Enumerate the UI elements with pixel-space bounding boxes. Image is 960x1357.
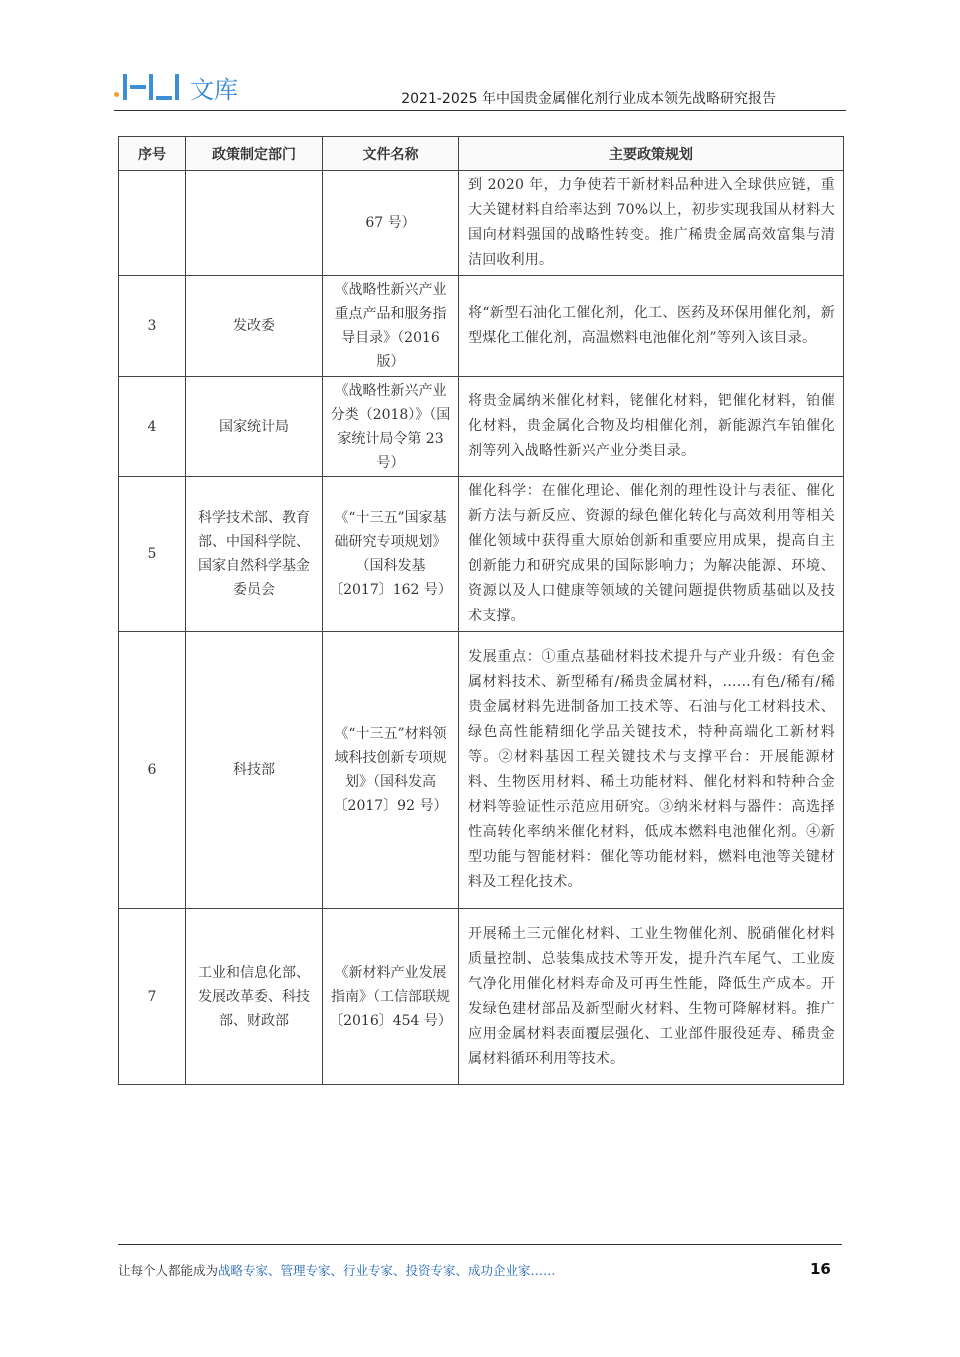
- row-index: [119, 171, 186, 276]
- footer-slogan: [118, 1261, 556, 1279]
- row-department: 科学技术部、教育部、中国科学院、国家自然科学基金委员会: [186, 477, 323, 632]
- table-row: [119, 477, 844, 632]
- row-policy: 开展稀土三元催化材料、工业生物催化剂、脱硝催化材料质量控制、总装集成技术等开发，提升汽车尾气、工业废气净化用催化材料寿命及可再生性能，降低生产成本。开发绿色建材部品及新型耐火材料、生物可降解材料。推广应用金属材料表面覆层强化、工业部件服役延寿、稀贵金属材料循环利用等技术。: [459, 909, 844, 1085]
- header-department: 政策制定部门: [186, 137, 323, 171]
- row-index: 6: [119, 632, 186, 909]
- row-index: 4: [119, 377, 186, 477]
- row-department: 发改委: [186, 276, 323, 377]
- row-department: [186, 171, 323, 276]
- row-department: 工业和信息化部、发展改革委、科技部、财政部: [186, 909, 323, 1085]
- row-policy: 将贵金属纳米催化材料，铑催化材料，钯催化材料，铂催化材料，贵金属化合物及均相催化剂，新能源汽车铂催化剂等列入战略性新兴产业分类目录。: [459, 377, 844, 477]
- row-index: 7: [119, 909, 186, 1085]
- row-document: 《“十三五”材料领域科技创新专项规划》（国科发高〔2017〕92 号）: [323, 632, 459, 909]
- table-row: [119, 276, 844, 377]
- table-row: [119, 377, 844, 477]
- header-document: 文件名称: [323, 137, 459, 171]
- footer-divider: [118, 1244, 842, 1245]
- row-document: 《战略性新兴产业重点产品和服务指导目录》（2016 版）: [323, 276, 459, 377]
- row-document: 《“十三五”国家基础研究专项规划》（国科发基〔2017〕162 号）: [323, 477, 459, 632]
- footer-slogan-highlight: 战略专家、管理专家、行业专家、投资专家、成功企业家……: [218, 1263, 556, 1278]
- page-header: [114, 62, 846, 112]
- row-department: 科技部: [186, 632, 323, 909]
- row-document: 《战略性新兴产业分类（2018）》（国家统计局令第 23 号）: [323, 377, 459, 477]
- row-policy: 将“新型石油化工催化剂，化工、医药及环保用催化剂，新型煤化工催化剂，高温燃料电池催化剂”等列入该目录。: [459, 276, 844, 377]
- report-title: 2021-2025 年中国贵金属催化剂行业成本领先战略研究报告: [401, 91, 776, 107]
- page-number: 16: [810, 1260, 831, 1278]
- policy-table: [118, 136, 844, 1085]
- row-index: 3: [119, 276, 186, 377]
- logo-bars-icon: [123, 74, 182, 100]
- row-document: 《新材料产业发展指南》（工信部联规〔2016〕454 号）: [323, 909, 459, 1085]
- row-policy: 催化科学：在催化理论、催化剂的理性设计与表征、催化新方法与新反应、资源的绿色催化转化与高效利用等相关催化领域中获得重大原始创新和重要应用成果，提高自主创新能力和研究成果的国际影响力；为解决能源、环境、资源以及人口健康等领域的关键问题提供物质基础以及技术支撑。: [459, 477, 844, 632]
- row-policy: 发展重点：①重点基础材料技术提升与产业升级：有色金属材料技术、新型稀有/稀贵金属材料，……有色/稀有/稀贵金属材料先进制备加工技术等、石油与化工材料技术、绿色高性能精细化学品关键技术，特种高端化工新材料等。②材料基因工程关键技术与支撑平台：开展能源材料、生物医用材料、稀土功能材料、催化材料和特种合金材料等验证性示范应用研究。③纳米材料与器件：高选择性高转化率纳米催化材料，低成本燃料电池催化剂。④新型功能与智能材料：催化等功能材料，燃料电池等关键材料及工程化技术。: [459, 632, 844, 909]
- table-header-row: [119, 137, 844, 171]
- row-policy: 到 2020 年，力争使若干新材料品种进入全球供应链，重大关键材料自给率达到 70%以上，初步实现我国从材料大国向材料强国的战略性转变。推广稀贵金属高效富集与清洁回收利用。: [459, 171, 844, 276]
- row-index: 5: [119, 477, 186, 632]
- table-row: [119, 909, 844, 1085]
- table-row: [119, 632, 844, 909]
- row-document: 67 号）: [323, 171, 459, 276]
- logo-text: 文库: [190, 75, 238, 104]
- footer-slogan-prefix: 让每个人都能成为: [118, 1263, 219, 1278]
- header-index: 序号: [119, 137, 186, 171]
- logo[interactable]: [114, 70, 238, 104]
- header-policy: 主要政策规划: [459, 137, 844, 171]
- logo-dot-icon: [114, 92, 119, 97]
- row-department: 国家统计局: [186, 377, 323, 477]
- header-divider: [114, 110, 846, 111]
- table-row: [119, 171, 844, 276]
